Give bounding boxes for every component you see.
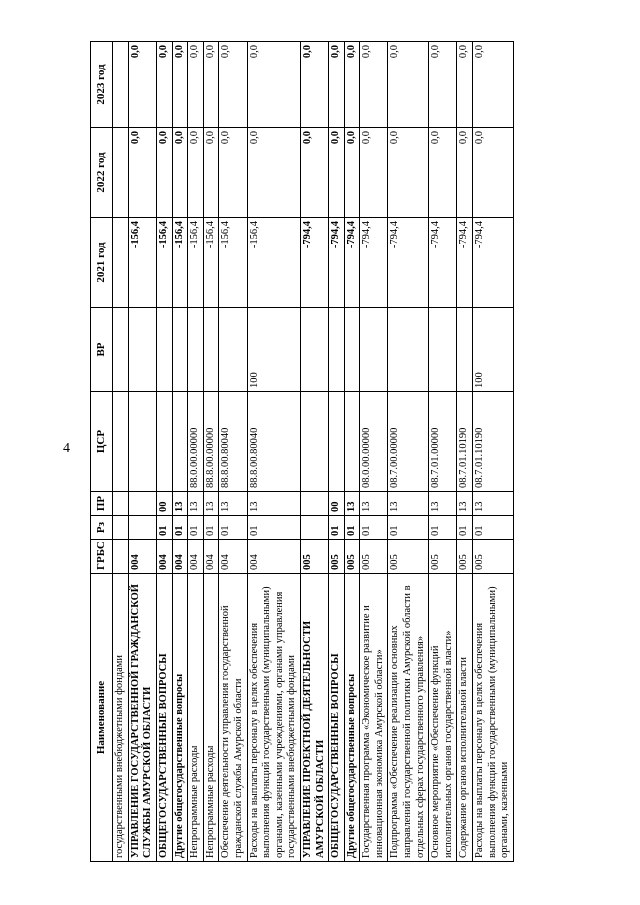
header-grbs: ГРБС [91,540,113,574]
cell-name: Содержание органов исполнительной власти [457,574,473,862]
cell-2023: 0,0 [247,42,300,128]
cell-name: УПРАВЛЕНИЕ ПРОЕКТНОЙ ДЕЯТЕЛЬНОСТИ АМУРСКОЙ ОБЛАСТИ [300,574,328,862]
cell-pr [113,492,129,516]
cell-name: УПРАВЛЕНИЕ ГОСУДАРСТВЕННОЙ ГРАЖДАНСКОЙ СЛУЖБЫ АМУРСКОЙ ОБЛАСТИ [128,574,156,862]
cell-vr [344,308,360,392]
cell-rz: 01 [329,516,345,540]
cell-pr: 13 [172,492,188,516]
cell-pr: 13 [219,492,247,516]
cell-pr: 00 [329,492,345,516]
cell-name: Другие общегосударственные вопросы [172,574,188,862]
cell-2021: -156,4 [219,218,247,308]
cell-grbs: 005 [329,540,345,574]
cell-name: Основное мероприятие «Обеспечение функций исполнительных органов государственной власти» [429,574,457,862]
cell-csr: 08.0.00.00000 [360,392,388,492]
cell-pr: 13 [457,492,473,516]
cell-grbs [113,540,129,574]
header-2023: 2023 год [91,42,113,128]
header-rz: Рз [91,516,113,540]
cell-vr [219,308,247,392]
cell-2021: -156,4 [156,218,172,308]
cell-2023 [113,42,129,128]
cell-grbs: 004 [247,540,300,574]
table-row [329,42,345,862]
table-row [156,42,172,862]
cell-2023: 0,0 [128,42,156,128]
table-row [344,42,360,862]
cell-2021: -794,4 [329,218,345,308]
cell-vr [329,308,345,392]
cell-name: государственными внебюджетными фондами [113,574,129,862]
cell-csr [300,392,328,492]
cell-name: Расходы на выплаты персоналу в целях обеспечения выполнения функций государственными (муниципальными) органами, казенными [473,574,514,862]
cell-name: Обеспечение деятельности управления государственной гражданской службы Амурской области [219,574,247,862]
table-row [360,42,388,862]
cell-grbs: 004 [203,540,219,574]
cell-rz: 01 [247,516,300,540]
cell-2022: 0,0 [344,128,360,218]
cell-2022: 0,0 [429,128,457,218]
cell-2023: 0,0 [300,42,328,128]
table-row [300,42,328,862]
cell-rz: 01 [473,516,514,540]
cell-pr [128,492,156,516]
cell-csr: 08.7.01.00000 [429,392,457,492]
cell-csr [344,392,360,492]
cell-rz: 01 [156,516,172,540]
cell-csr: 08.7.01.10190 [457,392,473,492]
cell-2022: 0,0 [247,128,300,218]
table-row [172,42,188,862]
cell-grbs: 004 [172,540,188,574]
cell-grbs: 005 [429,540,457,574]
cell-pr: 00 [156,492,172,516]
cell-grbs: 005 [388,540,429,574]
cell-2023: 0,0 [172,42,188,128]
cell-vr: 100 [247,308,300,392]
cell-grbs: 005 [344,540,360,574]
cell-2021: -794,4 [344,218,360,308]
cell-vr [188,308,204,392]
header-2021: 2021 год [91,218,113,308]
header-vr: ВР [91,308,113,392]
cell-2021 [113,218,129,308]
cell-2022: 0,0 [388,128,429,218]
cell-2023: 0,0 [203,42,219,128]
cell-csr [128,392,156,492]
cell-rz: 01 [219,516,247,540]
cell-2023: 0,0 [188,42,204,128]
header-csr: ЦСР [91,392,113,492]
cell-grbs: 004 [156,540,172,574]
cell-name: ОБЩЕГОСУДАРСТВЕННЫЕ ВОПРОСЫ [329,574,345,862]
cell-2023: 0,0 [457,42,473,128]
cell-name: Расходы на выплаты персоналу в целях обеспечения выполнения функций государственными (муниципальными) органами, казенными учреждениями, органами управления государственными внебюджетными фондами [247,574,300,862]
budget-table [90,41,514,862]
cell-grbs: 004 [128,540,156,574]
cell-csr [113,392,129,492]
cell-csr: 88.8.00.80040 [247,392,300,492]
header-pr: ПР [91,492,113,516]
cell-grbs: 005 [300,540,328,574]
cell-vr [429,308,457,392]
cell-2022: 0,0 [473,128,514,218]
cell-name: Непрограммные расходы [203,574,219,862]
cell-2023: 0,0 [429,42,457,128]
cell-2021: -794,4 [360,218,388,308]
cell-pr: 13 [188,492,204,516]
cell-2022: 0,0 [360,128,388,218]
cell-pr [300,492,328,516]
cell-name: Другие общегосударственные вопросы [344,574,360,862]
cell-2021: -156,4 [247,218,300,308]
cell-rz: 01 [457,516,473,540]
cell-2022: 0,0 [329,128,345,218]
cell-2021: -794,4 [473,218,514,308]
cell-2023: 0,0 [360,42,388,128]
cell-2023: 0,0 [344,42,360,128]
cell-rz: 01 [388,516,429,540]
cell-pr: 13 [360,492,388,516]
cell-2022: 0,0 [172,128,188,218]
cell-2022: 0,0 [203,128,219,218]
cell-vr [388,308,429,392]
cell-rz: 01 [344,516,360,540]
cell-2023: 0,0 [156,42,172,128]
cell-grbs: 005 [457,540,473,574]
cell-2021: -156,4 [188,218,204,308]
cell-2021: -794,4 [457,218,473,308]
cell-pr: 13 [388,492,429,516]
table-row [113,42,129,862]
cell-2022: 0,0 [128,128,156,218]
table-row [429,42,457,862]
cell-vr [300,308,328,392]
cell-2022: 0,0 [457,128,473,218]
cell-2022: 0,0 [188,128,204,218]
cell-name: Подпрограмма «Обеспечение реализации основных направлений государственной политики Амурской области в отдельных сферах государственного управления» [388,574,429,862]
cell-2022: 0,0 [156,128,172,218]
cell-csr: 08.7.01.10190 [473,392,514,492]
cell-pr: 13 [203,492,219,516]
cell-csr: 88.0.00.00000 [188,392,204,492]
table-row [188,42,204,862]
cell-csr: 08.7.00.00000 [388,392,429,492]
cell-rz: 01 [429,516,457,540]
cell-2023: 0,0 [473,42,514,128]
rotated-table-container [90,42,630,862]
cell-csr [172,392,188,492]
cell-rz: 01 [360,516,388,540]
cell-name: Государственная программа «Экономическое развитие и инновационная экономика Амурской области» [360,574,388,862]
cell-2021: -156,4 [128,218,156,308]
cell-2021: -794,4 [429,218,457,308]
cell-pr: 13 [429,492,457,516]
cell-grbs: 004 [219,540,247,574]
cell-name: ОБЩЕГОСУДАРСТВЕННЫЕ ВОПРОСЫ [156,574,172,862]
cell-vr [113,308,129,392]
cell-rz [128,516,156,540]
cell-2021: -156,4 [203,218,219,308]
cell-2021: -794,4 [388,218,429,308]
table-row [219,42,247,862]
cell-csr: 88.8.00.00000 [203,392,219,492]
cell-2021: -794,4 [300,218,328,308]
table-row [247,42,300,862]
cell-grbs: 005 [473,540,514,574]
cell-csr [329,392,345,492]
table-row [388,42,429,862]
cell-rz [113,516,129,540]
cell-2021: -156,4 [172,218,188,308]
header-2022: 2022 год [91,128,113,218]
cell-pr: 13 [247,492,300,516]
cell-2023: 0,0 [329,42,345,128]
cell-vr [172,308,188,392]
table-row [203,42,219,862]
cell-2023: 0,0 [388,42,429,128]
header-row [91,42,113,862]
table-row [128,42,156,862]
cell-rz: 01 [188,516,204,540]
cell-name: Непрограммные расходы [188,574,204,862]
cell-grbs: 005 [360,540,388,574]
table-row [457,42,473,862]
header-name: Наименование [91,574,113,862]
cell-vr [128,308,156,392]
cell-vr [360,308,388,392]
cell-rz [300,516,328,540]
cell-2022: 0,0 [300,128,328,218]
cell-csr [156,392,172,492]
cell-vr [203,308,219,392]
cell-rz: 01 [172,516,188,540]
cell-pr: 13 [344,492,360,516]
cell-2022 [113,128,129,218]
cell-2022: 0,0 [219,128,247,218]
cell-grbs: 004 [188,540,204,574]
cell-vr: 100 [473,308,514,392]
cell-vr [156,308,172,392]
cell-csr: 88.8.00.80040 [219,392,247,492]
cell-rz: 01 [203,516,219,540]
table-row [473,42,514,862]
cell-pr: 13 [473,492,514,516]
cell-2023: 0,0 [219,42,247,128]
cell-vr [457,308,473,392]
page-number: 4 [63,441,70,456]
